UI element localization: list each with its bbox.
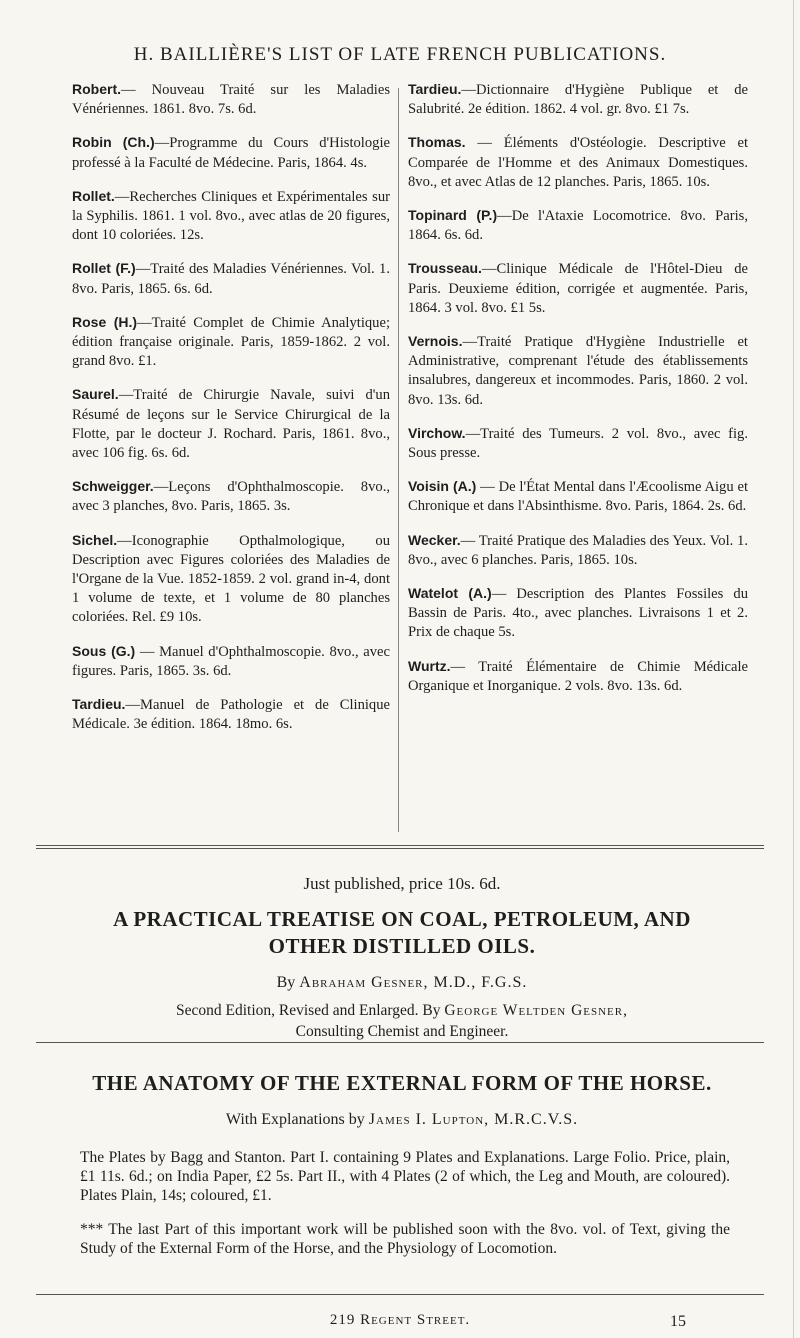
entry-description: —De l'Ataxie Locomotrice. 8vo. Paris, 1864. 6s. 6d.: [408, 208, 748, 244]
entry-author: Tardieu.: [408, 81, 462, 97]
entry-description: —Iconographie Opthalmologique, ou Description avec Figures coloriées des Maladies de l'Organe de la Vue. 1852-1859. 2 vol. grand in-4, dont 1 volume de texte, et 1 volume de 80 planches coloriées. Rel. £9 10s.: [72, 532, 390, 626]
entry-description: —Programme du Cours d'Histologie professé à la Faculté de Médecine. Paris, 1864. 4s.: [72, 135, 390, 171]
entry-description: —Traité des Maladies Vénériennes. Vol. 1. 8vo. Paris, 1865. 6s. 6d.: [72, 261, 390, 297]
entry-description: — Manuel d'Ophthalmoscopie. 8vo., avec figures. Paris, 1865. 3s. 6d.: [72, 643, 390, 679]
entry-author: Robin (Ch.): [72, 134, 155, 151]
entry-description: —Traité Complet de Chimie Analytique; édition française originale. Paris, 1859-1862. 2 vol. grand 8vo. £1.: [72, 314, 391, 370]
page-number: 15: [670, 1313, 686, 1330]
coal-treatise-byline: [72, 974, 732, 992]
entry-author: Sous (G.): [72, 642, 136, 659]
forthcoming-note: *** The last Part of this important work will be published soon with the 8vo. vol. of Text, giving the Study of the External Form of the Horse, and the Physiology of Locomotion.: [80, 1221, 730, 1257]
entry-description: —Traité Pratique d'Hygiène Industrielle et Administrative, comprenant l'étude des établissements insalubres, dangereux et incommodes. Paris, 1860. 2 vol. 8vo. 13s. 6d.: [408, 334, 748, 408]
entry-description: —Leçons d'Ophthalmoscopie. 8vo., avec 3 planches, 8vo. Paris, 1865. 3s.: [72, 479, 390, 515]
entry-author: Wurtz.: [408, 657, 451, 674]
catalog-entry: [408, 133, 748, 192]
catalog-entry: [72, 313, 390, 372]
horse-anatomy-title: THE ANATOMY OF THE EXTERNAL FORM OF THE HORSE.: [92, 1071, 712, 1095]
entry-author: Vernois.: [408, 333, 463, 350]
entry-author: Thomas.: [408, 134, 466, 151]
catalog-entry: [72, 259, 390, 298]
catalog-entry: [72, 642, 390, 681]
horse-anatomy-byline: [72, 1111, 732, 1129]
author-name: James I. Lupton, M.R.C.V.S.: [368, 1111, 579, 1128]
entry-author: Rollet (F.): [72, 260, 136, 277]
catalog-entry: [72, 80, 390, 119]
catalog-entry: [72, 531, 390, 628]
column-divider: [398, 88, 399, 832]
section-divider: [36, 1042, 764, 1043]
entry-author: Voisin (A.): [408, 478, 477, 495]
catalog-entry: [408, 531, 748, 570]
entry-author: Trousseau.: [408, 260, 482, 277]
catalog-entry: [72, 385, 390, 463]
coal-treatise-advertisement: [72, 874, 732, 1042]
entry-description: —Clinique Médicale de l'Hôtel-Dieu de Paris. Deuxieme édition, corrigée et augmentée. Paris, 1864. 3 vol. 8vo. £1 5s.: [408, 261, 748, 316]
entry-author: Tardieu.: [72, 696, 126, 713]
entry-author: Saurel.: [72, 386, 119, 403]
entry-description: — Éléments d'Ostéologie. Descriptive et Comparée de l'Homme et des Animaux Domestiques. 8vo., et avec Atlas de 12 planches. Paris, 1865. 10s.: [408, 135, 748, 190]
catalog-entry: [408, 80, 748, 119]
publication-list: [72, 80, 750, 836]
entry-author: Schweigger.: [72, 478, 154, 495]
edition-prefix: Second Edition, Revised and Enlarged. By: [176, 1002, 441, 1019]
entry-description: — De l'État Mental dans l'Æcoolisme Aigu et Chronique et dans l'Absinthisme. 8vo. Paris, 1864. 2s. 6d.: [408, 479, 748, 515]
reviser-title: Consulting Chemist and Engineer.: [295, 1023, 509, 1040]
publication-notice: Just published, price 10s. 6d.: [303, 874, 501, 893]
entry-description: — Description des Plantes Fossiles du Bassin de Paris. 4to., avec planches. Livraisons 1 et 2. Prix de chaque 5s.: [408, 586, 749, 641]
page-header: H. BAILLIÈRE'S LIST OF LATE FRENCH PUBLICATIONS.: [133, 44, 667, 65]
entry-description: — Nouveau Traité sur les Maladies Vénériennes. 1861. 8vo. 7s. 6d.: [72, 82, 390, 118]
catalog-entry: [72, 477, 390, 516]
byline-prefix: With Explanations by: [225, 1111, 365, 1128]
horse-anatomy-advertisement: [72, 1070, 732, 1137]
entry-description: —Recherches Cliniques et Expérimentales sur la Syphilis. 1861. 1 vol. 8vo., avec atlas de 20 figures, dont 10 coloriées. 12s.: [72, 188, 390, 244]
entry-author: Watelot (A.): [408, 585, 492, 602]
entry-author: Topinard (P.): [408, 207, 498, 224]
catalog-entry: [408, 477, 748, 516]
catalog-entry: [408, 657, 748, 696]
catalog-entry: [72, 187, 390, 246]
plates-description: The Plates by Bagg and Stanton. Part I. containing 9 Plates and Explanations. Large Folio. Price, plain, £1 11s. 6d.; on India Paper, £2 5s. Part II., with 4 Plates (2 of which, the Leg and Mouth, are coloured). Plates Plain, 14s; coloured, £1.: [80, 1149, 730, 1204]
reviser-name: George Weltden Gesner,: [444, 1002, 628, 1019]
catalog-entry: [72, 695, 390, 734]
catalog-entry: [408, 584, 748, 643]
entry-description: — Traité Élémentaire de Chimie Médicale Organique et Inorganique. 2 vols. 8vo. 13s. 6d.: [408, 658, 748, 694]
edition-info: [72, 1000, 732, 1042]
byline-prefix: By: [276, 974, 296, 991]
entry-author: Rollet.: [72, 187, 115, 204]
footer-divider: [36, 1294, 764, 1295]
catalog-entry: [72, 133, 390, 172]
catalog-entry: [408, 424, 748, 463]
catalog-entry: [408, 332, 748, 410]
entry-author: Virchow.: [408, 424, 466, 441]
entry-author: Wecker.: [408, 531, 461, 548]
entry-description: —Manuel de Pathologie et de Clinique Médicale. 3e édition. 1864. 18mo. 6s.: [72, 697, 390, 733]
left-column: [72, 80, 390, 748]
entry-author: Sichel.: [72, 531, 118, 548]
entry-description: —Traité de Chirurgie Navale, suivi d'un Résumé de leçons sur le Service Chirurgical de la Flotte, par le docteur J. Rochard. Paris, 1861. 8vo., avec 106 fig. 6s. 6d.: [72, 387, 390, 462]
author-name: Abraham Gesner, M.D., F.G.S.: [299, 974, 528, 991]
publisher-address: 219 Regent Street.: [329, 1312, 471, 1328]
catalog-entry: [408, 259, 748, 318]
entry-description: —Traité des Tumeurs. 2 vol. 8vo., avec fig. Sous presse.: [408, 425, 748, 462]
page-edge: [793, 0, 794, 1338]
entry-description: — Traité Pratique des Maladies des Yeux. Vol. 1. 8vo., avec 6 planches. Paris, 1865. 10s.: [408, 532, 748, 568]
entry-author: Robert.: [72, 81, 121, 97]
coal-treatise-title: A PRACTICAL TREATISE ON COAL, PETROLEUM, AND OTHER DISTILLED OILS.: [113, 907, 691, 958]
right-column: [408, 80, 748, 710]
entry-author: Rose (H.): [72, 313, 138, 330]
section-divider: [36, 845, 764, 846]
entry-description: —Dictionnaire d'Hygiène Publique et de Salubrité. 2e édition. 1862. 4 vol. gr. 8vo. £1 7s.: [408, 82, 748, 118]
catalog-entry: [408, 206, 748, 245]
